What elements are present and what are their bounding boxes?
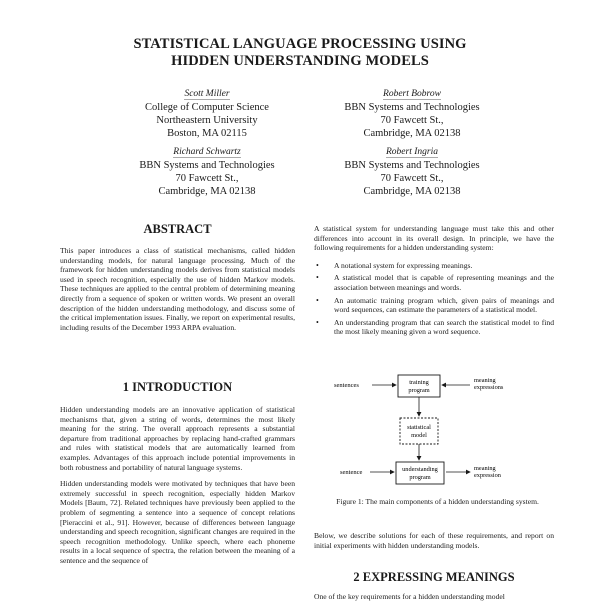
author-affiliation: College of Computer Science <box>145 102 269 113</box>
author-block <box>297 146 527 198</box>
meaning-expressions-label: expressions <box>474 384 504 391</box>
requirements-summary <box>314 531 554 550</box>
author-affiliation: Northeastern University <box>156 115 258 126</box>
author-name: Robert Bobrow <box>383 89 441 99</box>
sentences-label: sentences <box>334 382 359 389</box>
abstract-heading: ABSTRACT <box>143 222 212 236</box>
list-item: • A notational system for expressing meanings. <box>314 261 554 271</box>
title-line-2: HIDDEN UNDERSTANDING MODELS <box>171 53 429 69</box>
list-item: • An automatic training program which, given pairs of meanings and word sequences, can estimate the parameters of a statistical model. <box>314 296 554 315</box>
understanding-program-label: program <box>409 474 431 481</box>
author-block <box>297 88 527 140</box>
training-program-label: program <box>408 387 430 394</box>
figure-1-caption: Figure 1: The main components of a hidden understanding system. <box>336 497 539 506</box>
list-item: • A statistical model that is capable of representing meanings and the association between meanings and words. <box>314 273 554 292</box>
intro-paragraph-1: Hidden understanding models are an innovative application of statistical mechanisms that, given a string of words, determines the most likely meaning for the string. The overall approach represents a substantial departure from traditional approaches by replacing hand-crafted grammars and rules with statistical models that are automatically learned from examples. Advantages of this approach include potential improvements in both robustness and portability of natural language systems. <box>60 405 295 472</box>
author-name: Richard Schwartz <box>173 147 241 157</box>
intro-text <box>60 405 295 566</box>
statistical-model-label: statistical <box>407 424 431 431</box>
list-item: • An understanding program that can search the statistical model to find the most likely meaning given a word sequence. <box>314 318 554 337</box>
section-2-paragraph: One of the key requirements for a hidden understanding model <box>314 592 505 601</box>
section-2-heading: 2 EXPRESSING MEANINGS <box>353 570 515 584</box>
paper-title <box>0 36 600 70</box>
summary-paragraph: Below, we describe solutions for each of these requirements, and report on initial experiments with hidden understanding models. <box>314 531 554 550</box>
meaning-expression-label: meaning <box>474 465 496 472</box>
statistical-model-box <box>400 418 438 444</box>
training-program-label: training <box>409 379 429 386</box>
author-affiliation: BBN Systems and Technologies <box>344 102 480 113</box>
meaning-expression-label: expression <box>474 472 501 479</box>
abstract-text <box>60 246 295 332</box>
author-affiliation: BBN Systems and Technologies <box>344 160 480 171</box>
understanding-program-label: understanding <box>402 466 438 473</box>
requirements-intro: A statistical system for understanding language must take this and other differences into account in its overall design. In principle, we have the following requirements for a hidden understanding system: <box>314 224 554 253</box>
sentence-label: sentence <box>340 469 363 476</box>
title-line-1: STATISTICAL LANGUAGE PROCESSING USING <box>133 36 467 52</box>
figure-1-diagram <box>330 372 555 492</box>
abstract-paragraph: This paper introduces a class of statistical mechanisms, called hidden understanding models, for natural language processing. Much of the framework for hidden understanding models derives from statistical models used in speech recognition, especially the use of hidden Markov models. These techniques are applied to the central problem of determining meaning directly from a sequence of spoken or written words. We present an overall description of the hidden understanding methodology, and discuss some of the critical implementation issues. Finally, we report on experimental results, including results of the December 1993 ARPA evaluation. <box>60 246 295 332</box>
intro-paragraph-2: Hidden understanding models were motivated by techniques that have been extremely successful in speech recognition, especially hidden Markov Models [Baum, 72]. Related techniques have previously been applied to the problem of segmenting a sentence into a sequence of concept relations [Pieraccini et al., 91]. However, because of differences between language understanding and speech recognition, significant changes are required in the speech recognition methodology. Unlike speech, where each phoneme results in a local sequence of spectra, the relation between the meaning of a sentence and the sequence of <box>60 479 295 565</box>
author-affiliation: BBN Systems and Technologies <box>139 160 275 171</box>
meaning-expressions-label: meaning <box>474 377 496 384</box>
author-name: Robert Ingria <box>386 147 438 157</box>
author-affiliation: 70 Fawcett St., <box>380 173 444 184</box>
intro-heading: 1 INTRODUCTION <box>122 380 233 394</box>
author-affiliation: Cambridge, MA 02138 <box>363 186 461 197</box>
author-block <box>92 146 322 198</box>
author-affiliation: 70 Fawcett St., <box>380 115 444 126</box>
author-affiliation: Cambridge, MA 02138 <box>363 128 461 139</box>
requirements-list <box>314 261 554 337</box>
section-2-text <box>314 592 554 602</box>
author-name: Scott Miller <box>184 89 230 99</box>
author-block <box>92 88 322 140</box>
statistical-model-label: model <box>411 432 427 439</box>
requirements-text <box>314 224 554 340</box>
author-affiliation: Cambridge, MA 02138 <box>158 186 256 197</box>
author-affiliation: Boston, MA 02115 <box>167 128 247 139</box>
author-affiliation: 70 Fawcett St., <box>175 173 239 184</box>
